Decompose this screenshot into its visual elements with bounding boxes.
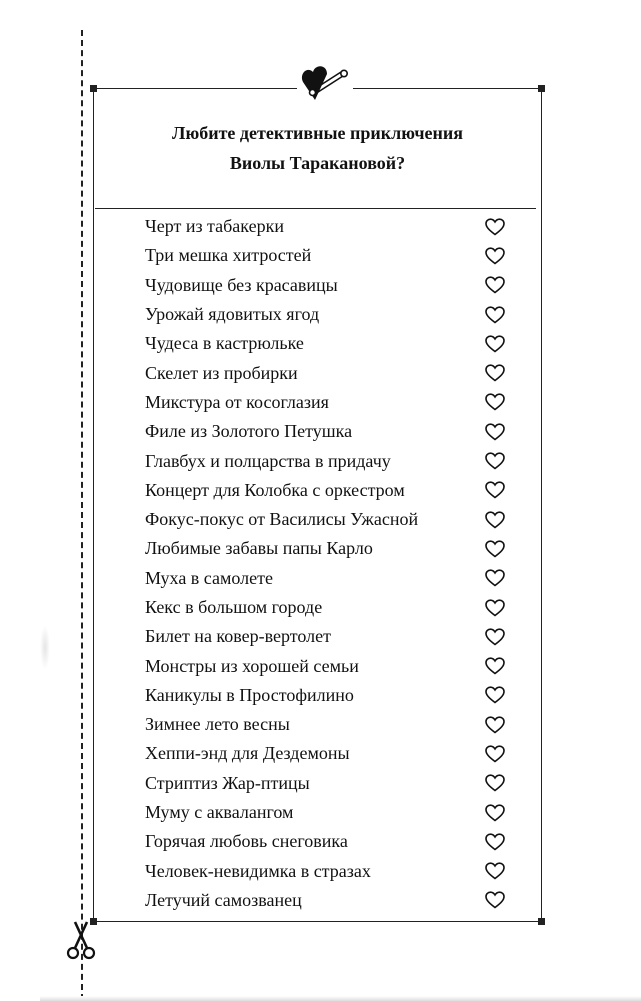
heart-outline-icon [485,247,510,265]
list-item [145,651,510,680]
book-title: Филе из Золотого Петушка [145,421,353,442]
frame-corner [538,918,545,925]
book-title: Зимнее лето весны [145,714,290,735]
list-item [145,241,510,270]
cut-dashed-line [81,30,83,1000]
heart-outline-icon [485,511,510,529]
list-item [145,446,510,475]
heart-outline-icon [485,569,510,587]
frame-corner [90,85,97,92]
list-item [145,417,510,446]
book-title: Скелет из пробирки [145,362,298,383]
book-title: Микстура от косоглазия [145,391,329,412]
title-line-1: Любите детективные приключения [172,123,463,143]
heart-outline-icon [485,452,510,470]
list-item [145,681,510,710]
list-item [145,622,510,651]
book-title: Человек-невидимка в стразах [145,860,371,881]
heart-outline-icon [485,276,510,294]
title-line-2: Виолы Таракановой? [229,153,406,173]
list-item [145,798,510,827]
list-item [145,886,510,915]
book-title: Муму с аквалангом [145,802,294,823]
frame-corner [538,85,545,92]
list-item [145,739,510,768]
book-title: Горячая любовь снеговика [145,831,348,852]
heart-outline-icon [485,891,510,909]
book-title: Хеппи-энд для Дездемоны [145,743,350,764]
list-item [145,388,510,417]
heart-outline-icon [485,774,510,792]
list-item [145,857,510,886]
list-item [145,564,510,593]
list-item [145,271,510,300]
heart-outline-icon [485,393,510,411]
heart-outline-icon [485,833,510,851]
heart-outline-icon [485,804,510,822]
book-title: Стриптиз Жар-птицы [145,772,310,793]
book-title: Любимые забавы папы Карло [145,538,373,559]
list-item [145,505,510,534]
list-item [145,358,510,387]
heart-outline-icon [485,306,510,324]
book-title: Муха в самолете [145,567,273,588]
title-divider [95,208,536,209]
book-title: Три мешка хитростей [145,245,312,266]
book-title: Чудеса в кастрюльке [145,333,304,354]
list-item [145,476,510,505]
heart-with-safety-pin-icon [297,58,353,109]
list-item [145,710,510,739]
scissors-icon [66,920,96,967]
heart-outline-icon [485,745,510,763]
heart-outline-icon [485,364,510,382]
book-title: Летучий самозванец [145,889,302,910]
list-item [145,593,510,622]
book-title: Черт из табакерки [145,216,284,237]
heart-outline-icon [485,599,510,617]
list-item [145,212,510,241]
book-title: Концерт для Колобка с оркестром [145,479,405,500]
book-title: Урожай ядовитых ягод [145,304,320,325]
list-item [145,534,510,563]
list-item [145,827,510,856]
book-title: Монстры из хорошей семьи [145,655,359,676]
book-title: Чудовище без красавицы [145,274,338,295]
heart-outline-icon [485,657,510,675]
heart-outline-icon [485,540,510,558]
heart-outline-icon [485,481,510,499]
book-title: Кекс в большом городе [145,597,323,617]
book-title: Фокус-покус от Василисы Ужасной [145,509,419,530]
page-bottom-edge [40,996,641,1001]
heart-outline-icon [485,628,510,646]
list-item [145,769,510,798]
heart-outline-icon [485,335,510,353]
book-title: Каникулы в Простофилино [145,684,354,705]
heart-outline-icon [485,862,510,880]
page-shadow [40,625,50,670]
heart-outline-icon [485,218,510,236]
book-list [145,212,510,915]
book-title: Билет на ковер-вертолет [145,626,332,647]
heart-outline-icon [485,423,510,441]
book-title: Главбух и полцарства в придачу [145,450,391,471]
page-title [93,118,542,178]
list-item [145,300,510,329]
heart-outline-icon [485,716,510,734]
heart-outline-icon [485,686,510,704]
list-item [145,329,510,358]
